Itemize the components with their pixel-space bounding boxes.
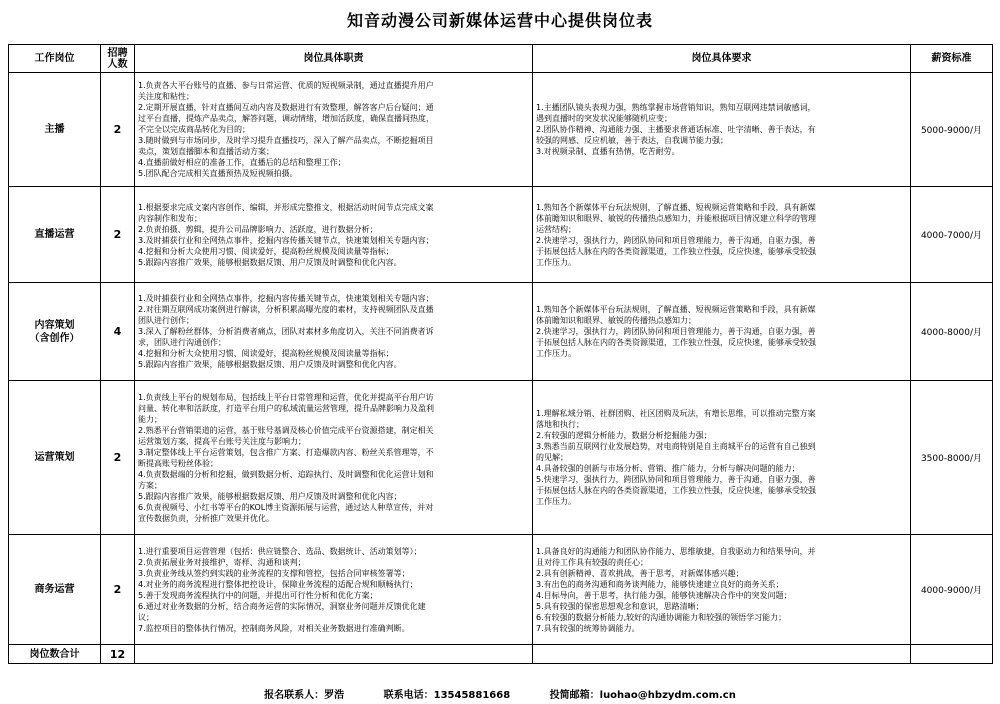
- text-line: 落地和执行；: [536, 420, 584, 429]
- text-line: 3.负责业务线从签约到实践的业务流程的支撑和管控，包括合同审核签署等；: [138, 568, 410, 578]
- table-row: [9, 381, 993, 535]
- text-line: 断提高账号粉丝体验；: [138, 458, 218, 468]
- text-line: 5.跟踪内容推广效果，能够根据数据反馈、用户反馈及时调整和优化内容。: [138, 360, 402, 369]
- text-line: 求，团队进行沟通创作；: [138, 338, 226, 347]
- text-line: 6.负责视频号、小红书等平台的KOL博主资源拓展与运营，通过达人种草宣传，并对: [138, 502, 434, 512]
- text-line: 5.善于发现商务流程执行中的问题，并提出可行性分析和优化方案；: [138, 590, 378, 600]
- table-row: [9, 283, 993, 381]
- text-line: 工作压力。: [536, 257, 576, 267]
- text-line: 5.具有较强的保密思想观念和意识，思路清晰；: [536, 601, 704, 611]
- text-line: 1.负责各大平台账号的直播、参与日常运营、优质的短视频录制，通过直播提升用户: [138, 81, 434, 90]
- requirements-cell: [533, 535, 911, 645]
- count-cell: 4: [101, 283, 135, 381]
- text-line: 6.通过对业务数据的分析，结合商务运营的实际情况，洞察业务问题并反馈优化建: [138, 601, 426, 611]
- text-line: 4.挖掘和分析大众使用习惯、阅读爱好，提高粉丝规模及阅读量等指标；: [138, 349, 394, 358]
- text-line: 体前瞻知识和眼界、敏锐的传播热点感知力，并能根据项目情况建立科学的管理: [536, 213, 816, 223]
- duties-cell: [135, 187, 533, 283]
- count-cell: 2: [101, 187, 135, 283]
- text-line: 较强的网感、反应机敏，善于表达，自我调节能力强；: [536, 136, 728, 145]
- requirements-cell: [533, 73, 911, 187]
- position-name: 运营策划: [34, 452, 75, 463]
- position-name: 内容策划: [34, 319, 75, 331]
- text-line: 2.对往期互联网成功案例进行解读，分析积累高曝光度的素材，支持视频团队及直播: [138, 305, 434, 314]
- total-empty-cell: [911, 645, 993, 664]
- text-line: 卖点，策划直播脚本和直播活动方案；: [138, 147, 274, 156]
- text-line: 不完全以完成商品转化为目的；: [138, 125, 250, 134]
- text-line: 2.负责拍摄、剪辑，提升公司品牌影响力、活跃度，进行数据分析；: [138, 224, 378, 234]
- text-line: 于拓展包括人脉在内的各类资源渠道，工作独立性强，反应快速，能够承受较强: [536, 486, 816, 495]
- text-line: 3.有出色的商务沟通和商务谈判能力，能够快速建立良好的商务关系；: [536, 579, 784, 589]
- header-count-line2: 人数: [107, 58, 128, 70]
- page-title: 知音动漫公司新媒体运营中心提供岗位表: [346, 11, 653, 30]
- text-line: 4.目标导向，善于思考，执行能力强，能够快速解决合作中的突发问题；: [536, 590, 792, 600]
- total-empty-cell: [135, 645, 533, 664]
- text-line: 于拓展包括人脉在内的各类资源渠道，工作独立性强，反应快速，能够承受较强: [536, 246, 816, 256]
- text-line: 2.快速学习，强执行力，跨团队协同和项目管理能力，善于沟通，自驱力强，善: [536, 327, 816, 336]
- contact-phone: 联系电话：13545881668: [383, 690, 511, 701]
- total-value: 12: [101, 645, 135, 664]
- text-line: 5.团队配合完成相关直播预热及短视频拍摄。: [138, 169, 298, 178]
- salary-cell: 4000-8000/月: [911, 283, 993, 381]
- text-line: 团队进行创作；: [138, 316, 194, 325]
- position-cell: [9, 73, 101, 187]
- text-line: 过平台直播，提炼产品卖点，解答问题，调动情绪，增加活跃度，确保直播间热度，: [138, 114, 434, 123]
- text-line: 方案；: [138, 480, 162, 490]
- position-cell: [9, 535, 101, 645]
- duties-cell: [135, 73, 533, 187]
- table-row: [9, 73, 993, 187]
- text-line: 工作压力。: [536, 497, 576, 506]
- text-line: 4.具备较强的创新与市场分析、营销、推广能力，分析与解决问题的能力；: [536, 464, 800, 473]
- text-line: 1.主播团队镜头表现力强，熟练掌握市场营销知识，熟知互联网违禁词敏感词，: [536, 103, 816, 112]
- text-line: 2.熟悉平台营销渠道的运营，基于账号基调及核心价值完成平台资源搭建，制定相关: [138, 425, 434, 435]
- salary-cell: 4000-9000/月: [911, 535, 993, 645]
- text-line: 3.对视频录制、直播有热情，吃苦耐劳。: [536, 147, 680, 156]
- text-line: 体前瞻知识和眼界、敏锐的传播热点感知力；: [536, 316, 696, 325]
- text-line: 1.进行重要项目运营管理（包括：供应链整合、选品、数据统计、活动策划等）；: [138, 546, 422, 556]
- text-line: 3.深入了解粉丝群体，分析消费者痛点，团队对素材多角度切入，关注不同消费者诉: [138, 327, 434, 336]
- text-line: 问量、转化率和活跃度，打造平台用户的私域流量运营管理，提升品牌影响力及盈利: [138, 403, 434, 413]
- salary-cell: 4000-7000/月: [911, 187, 993, 283]
- text-line: 7.监控项目的整体执行情况，控制商务风险，对相关业务数据进行准确判断。: [138, 623, 410, 633]
- text-line: 且对待工作具有较强的责任心；: [536, 557, 648, 567]
- text-line: 2.负责拓展业务对接维护，寄样、沟通和谈判；: [138, 557, 306, 567]
- text-line: 3.随时做到与市场同步，及时学习提升直播技巧，深入了解产品卖点，不断挖掘项目: [138, 136, 434, 145]
- text-line: 1.理解私域分销、社群团购、社区团购及玩法，有增长思维，可以推动完整方案: [536, 409, 816, 418]
- header-count-line1: 招聘: [107, 47, 128, 59]
- requirements-cell: [533, 283, 911, 381]
- salary-cell: 5000-9000/月: [911, 73, 993, 187]
- text-line: 2.有较强的逻辑分析能力，数据分析挖掘能力强；: [536, 431, 712, 440]
- text-line: 4.负责数据端的分析和挖掘，做到数据分析、追踪执行、及时调整和优化运营计划和: [138, 469, 434, 479]
- text-line: 2.定期开展直播，针对直播间互动内容及数据进行有效整理，解答客户后台疑问；通: [138, 103, 434, 112]
- table-header-row: [9, 45, 993, 73]
- text-line: 工作压力。: [536, 349, 576, 358]
- positions-table: [8, 44, 993, 664]
- header-count: [101, 45, 135, 73]
- position-cell: [9, 381, 101, 535]
- text-line: 2.团队协作精神、沟通能力强、主播要求普通话标准、吐字清晰、善于表达，有: [536, 125, 816, 134]
- text-line: 3.熟悉当前互联网行业发展趋势，对电商特别是自主商城平台的运营有自己独到: [536, 442, 816, 451]
- position-name: 主播: [44, 124, 65, 135]
- total-empty-cell: [533, 645, 911, 664]
- position-name: 直播运营: [34, 229, 75, 240]
- position-note: （含创作）: [29, 332, 80, 344]
- text-line: 宣传数据负责，分析推广效果并优化。: [138, 513, 274, 523]
- text-line: 4.对业务的商务流程进行整体把控设计，保障业务流程的适配合规和顺畅执行；: [138, 579, 418, 589]
- header-requirements: 岗位具体要求: [533, 45, 911, 73]
- requirements-cell: [533, 187, 911, 283]
- text-line: 于拓展包括人脉在内的各类资源渠道，工作独立性强，反应快速，能够承受较强: [536, 338, 816, 347]
- contact-footer: [0, 686, 1000, 701]
- header-duties: 岗位具体职责: [135, 45, 533, 73]
- text-line: 7.具有较强的统筹协调能力。: [536, 623, 640, 633]
- count-cell: 2: [101, 73, 135, 187]
- duties-cell: [135, 535, 533, 645]
- header-position: 工作岗位: [9, 45, 101, 73]
- contact-person: 报名联系人：罗浩: [264, 690, 345, 701]
- text-line: 1.负责线上平台的规划布局，包括线上平台日常管理和运营，优化并提高平台用户访: [138, 392, 434, 402]
- position-cell: [9, 283, 101, 381]
- table-row: [9, 535, 993, 645]
- text-line: 1.具备良好的沟通能力和团队协作能力、思维敏捷，自我驱动力和结果导向，并: [536, 546, 816, 556]
- contact-email[interactable]: 投简邮箱：luohao@hbzydm.com.cn: [549, 690, 736, 701]
- text-line: 1.熟知各个新媒体平台玩法规则，了解直播、短视频运营策略和手段，具有新媒: [536, 202, 816, 212]
- text-line: 遇到直播时的突发状况能够随机应变；: [536, 114, 672, 123]
- total-row: [9, 645, 993, 664]
- position-name: 商务运营: [34, 584, 75, 595]
- count-cell: 2: [101, 381, 135, 535]
- text-line: 的见解；: [536, 453, 568, 462]
- text-line: 5.快速学习，强执行力，跨团队协同和项目管理能力，善于沟通，自驱力强，善: [536, 475, 816, 484]
- text-line: 议；: [138, 612, 154, 622]
- text-line: 运营结构；: [536, 224, 576, 234]
- duties-cell: [135, 381, 533, 535]
- text-line: 3.及时捕获行业和全网热点事件，挖掘内容传播关键节点，快速策划相关专题内容；: [138, 235, 434, 245]
- total-label: 岗位数合计: [9, 645, 101, 664]
- text-line: 1.根据要求完成文案内容创作、编辑，并形成完整推文，根据活动时间节点完成文案: [138, 202, 434, 212]
- text-line: 1.及时捕获行业和全网热点事件，挖掘内容传播关键节点，快速策划相关专题内容；: [138, 294, 434, 303]
- text-line: 5.跟踪内容推广效果，能够根据数据反馈、用户反馈及时调整和优化内容。: [138, 257, 402, 267]
- text-line: 3.制定整体线上平台运营策划，包含推广方案、打造爆款内容、粉丝关系管理等，不: [138, 447, 434, 457]
- text-line: 2.具有创新精神、喜欢挑战，善于思考，对新媒体感兴趣；: [536, 568, 744, 578]
- duties-cell: [135, 283, 533, 381]
- text-line: 1.熟知各个新媒体平台玩法规则，了解直播、短视频运营策略和手段，具有新媒: [536, 305, 816, 314]
- text-line: 4.直播前做好相应的准备工作，直播后的总结和整理工作；: [138, 158, 346, 167]
- header-salary: 薪资标准: [911, 45, 993, 73]
- text-line: 6.有较强的数据分析能力,较好的沟通协调能力和较强的领悟学习能力；: [536, 612, 787, 622]
- requirements-cell: [533, 381, 911, 535]
- text-line: 内容制作和发布；: [138, 213, 202, 223]
- text-line: 运营策划方案，提高平台账号关注度与影响力；: [138, 436, 306, 446]
- text-line: 5.跟踪内容推广效果，能够根据数据反馈、用户反馈及时调整和优化内容；: [138, 491, 402, 501]
- position-cell: [9, 187, 101, 283]
- text-line: 能力；: [138, 414, 162, 424]
- text-line: 关注度和粘性；: [138, 92, 194, 101]
- count-cell: 2: [101, 535, 135, 645]
- text-line: 4.挖掘和分析大众使用习惯、阅读爱好，提高粉丝规模及阅读量等指标；: [138, 246, 394, 256]
- text-line: 2.快速学习，强执行力，跨团队协同和项目管理能力，善于沟通，自驱力强，善: [536, 235, 816, 245]
- salary-cell: 3500-8000/月: [911, 381, 993, 535]
- table-row: [9, 187, 993, 283]
